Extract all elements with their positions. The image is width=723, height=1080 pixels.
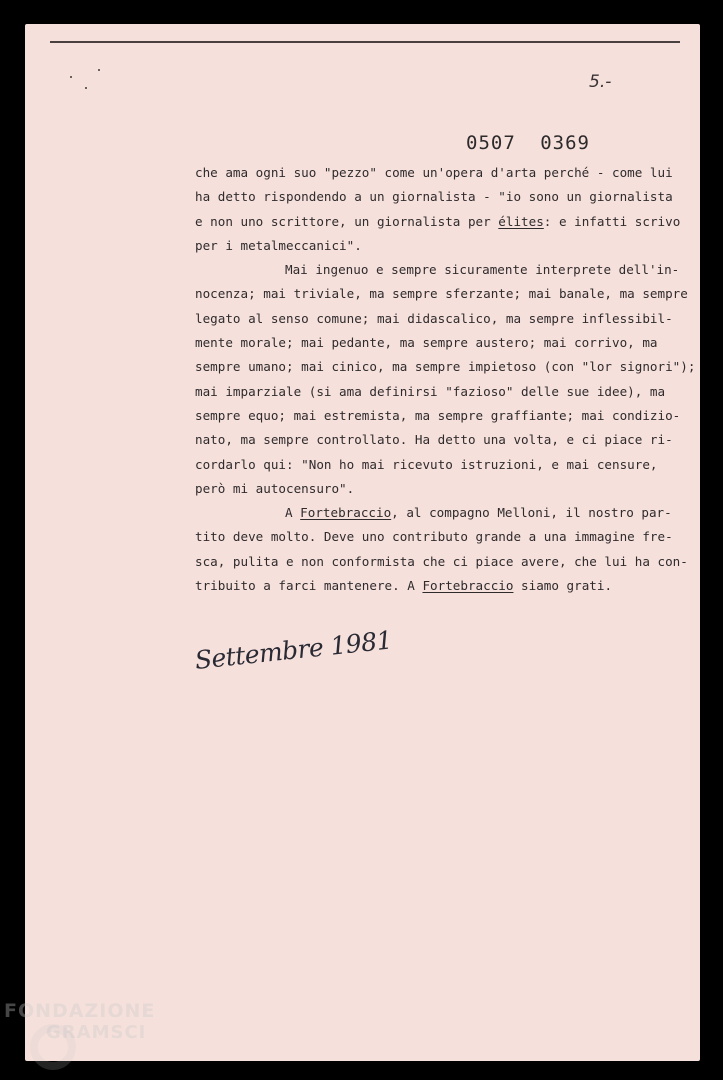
underlined-word: Fortebraccio <box>300 505 392 521</box>
handwritten-date: Settembre 1981 <box>193 625 394 675</box>
text-line: cordarlo qui: "Non ho mai ricevuto istruzioni, e mai censure, <box>195 456 658 472</box>
logo-text-line2: GRAMSCI <box>46 1022 147 1043</box>
text-line: ha detto rispondendo a un giornalista - "io sono un giornalista <box>195 189 673 205</box>
speck <box>70 76 72 78</box>
text-line: nato, ma sempre controllato. Ha detto una volta, e ci piace ri- <box>195 432 673 448</box>
archive-code: 0507 0369 <box>466 132 590 154</box>
speck <box>98 69 100 71</box>
fondazione-gramsci-logo <box>4 1000 184 1075</box>
text-line: però mi autocensuro". <box>195 480 355 496</box>
paragraph-3 <box>195 501 688 598</box>
paragraph-2 <box>195 258 696 501</box>
logo-text-line1: FONDAZIONE <box>4 1000 156 1022</box>
underlined-word: élites <box>498 213 544 229</box>
text-line: sca, pulita e non conformista che ci piace avere, che lui ha con- <box>195 553 688 569</box>
text-line: Mai ingenuo e sempre sicuramente interprete dell'in- <box>285 262 680 278</box>
text-line: legato al senso comune; mai didascalico, ma sempre inflessibil- <box>195 310 673 326</box>
speck <box>85 87 87 89</box>
underlined-word: Fortebraccio <box>422 578 514 594</box>
top-rule <box>50 41 680 43</box>
text-line: tito deve molto. Deve uno contributo grande a una immagine fre- <box>195 529 673 545</box>
paragraph-1 <box>195 161 681 258</box>
text-line: sempre equo; mai estremista, ma sempre graffiante; mai condizio- <box>195 407 681 423</box>
page-number: 5.- <box>589 72 612 92</box>
text-line: tribuito a farci mantenere. A Fortebraccio siamo grati. <box>195 578 613 594</box>
text-line: sempre umano; mai cinico, ma sempre impietoso (con "lor signori"); <box>195 359 696 375</box>
text-line: A Fortebraccio, al compagno Melloni, il nostro par- <box>285 505 672 521</box>
text-line: che ama ogni suo "pezzo" come un'opera d'arta perché - come lui <box>195 165 673 180</box>
text-line: mente morale; mai pedante, ma sempre austero; mai corrivo, ma <box>195 335 658 351</box>
text-line: per i metalmeccanici". <box>195 237 362 253</box>
document-page <box>25 24 700 1061</box>
text-line: nocenza; mai triviale, ma sempre sferzante; mai banale, ma sempre <box>195 286 688 302</box>
text-line: e non uno scrittore, un giornalista per élites: e infatti scrivo <box>195 213 681 229</box>
body-text <box>195 161 696 598</box>
text-line: mai imparziale (si ama definirsi "fazioso" delle sue idee), ma <box>195 383 666 399</box>
